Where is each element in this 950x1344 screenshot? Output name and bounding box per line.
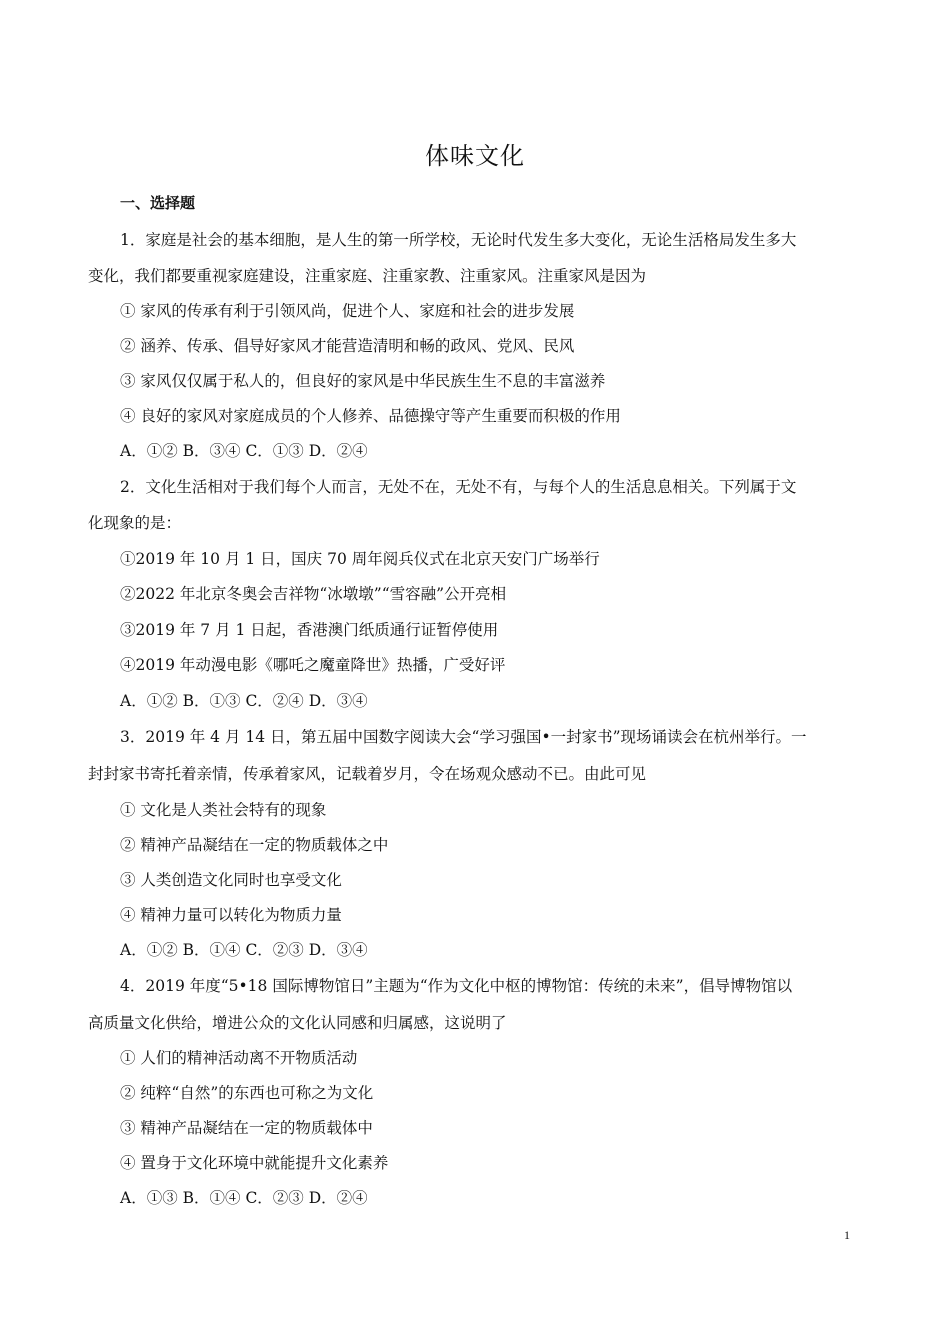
question-4-option-1: ① 人们的精神活动离不开物质活动: [120, 1049, 358, 1067]
question-1-stem-line-2: 变化，我们都要重视家庭建设，注重家庭、注重家教、注重家风。注重家风是因为: [88, 267, 647, 285]
question-3-option-1: ① 文化是人类社会特有的现象: [120, 801, 327, 819]
question-2-option-4: ④2019 年动漫电影《哪吒之魔童降世》热播，广受好评: [120, 656, 506, 674]
question-4-option-4: ④ 置身于文化环境中就能提升文化素养: [120, 1154, 389, 1172]
question-4-option-3: ③ 精神产品凝结在一定的物质载体中: [120, 1119, 373, 1137]
question-4-option-2: ② 纯粹“自然”的东西也可称之为文化: [120, 1084, 374, 1102]
question-3-option-2: ② 精神产品凝结在一定的物质载体之中: [120, 836, 389, 854]
question-3-option-4: ④ 精神力量可以转化为物质力量: [120, 906, 342, 924]
page-number: 1: [844, 1228, 850, 1242]
question-3-answers: A．①② B．①④ C．②③ D．③④: [120, 941, 368, 959]
question-2-option-1: ①2019 年 10 月 1 日，国庆 70 周年阅兵仪式在北京天安门广场举行: [120, 550, 600, 568]
question-4-stem-line-1: 4．2019 年度“5•18 国际博物馆日”主题为“作为文化中枢的博物馆：传统的未来”，倡导博物馆以: [120, 977, 793, 995]
question-1-stem-line-1: 1．家庭是社会的基本细胞，是人生的第一所学校，无论时代发生多大变化，无论生活格局发生多大: [120, 231, 797, 249]
question-1-option-3: ③ 家风仅仅属于私人的，但良好的家风是中华民族生生不息的丰富滋养: [120, 372, 606, 390]
question-2-stem-line-1: 2．文化生活相对于我们每个人而言，无处不在，无处不有，与每个人的生活息息相关。下列属于文: [120, 478, 797, 496]
question-3-stem-line-2: 封封家书寄托着亲情，传承着家风，记载着岁月，令在场观众感动不已。由此可见: [88, 765, 647, 783]
question-1-option-4: ④ 良好的家风对家庭成员的个人修养、品德操守等产生重要而积极的作用: [120, 407, 621, 425]
question-1-option-2: ② 涵养、传承、倡导好家风才能营造清明和畅的政风、党风、民风: [120, 337, 575, 355]
question-1-answers: A．①② B．③④ C．①③ D．②④: [120, 442, 368, 460]
question-2-stem-line-2: 化现象的是：: [88, 514, 182, 532]
section-heading: 一、选择题: [120, 194, 196, 212]
question-3-option-3: ③ 人类创造文化同时也享受文化: [120, 871, 342, 889]
question-3-stem-line-1: 3．2019 年 4 月 14 日，第五届中国数字阅读大会“学习强国•一封家书”现场诵读会在杭州举行。一: [120, 728, 807, 746]
question-2-option-3: ③2019 年 7 月 1 日起，香港澳门纸质通行证暂停使用: [120, 621, 499, 639]
question-4-stem-line-2: 高质量文化供给，增进公众的文化认同感和归属感，这说明了: [88, 1014, 507, 1032]
question-1-option-1: ① 家风的传承有利于引领风尚，促进个人、家庭和社会的进步发展: [120, 302, 575, 320]
question-2-option-2: ②2022 年北京冬奥会吉祥物“冰墩墩”“雪容融”公开亮相: [120, 585, 507, 603]
question-4-answers: A．①③ B．①④ C．②③ D．②④: [120, 1189, 368, 1207]
question-2-answers: A．①② B．①③ C．②④ D．③④: [120, 692, 368, 710]
page-title: 体味文化: [425, 142, 525, 170]
